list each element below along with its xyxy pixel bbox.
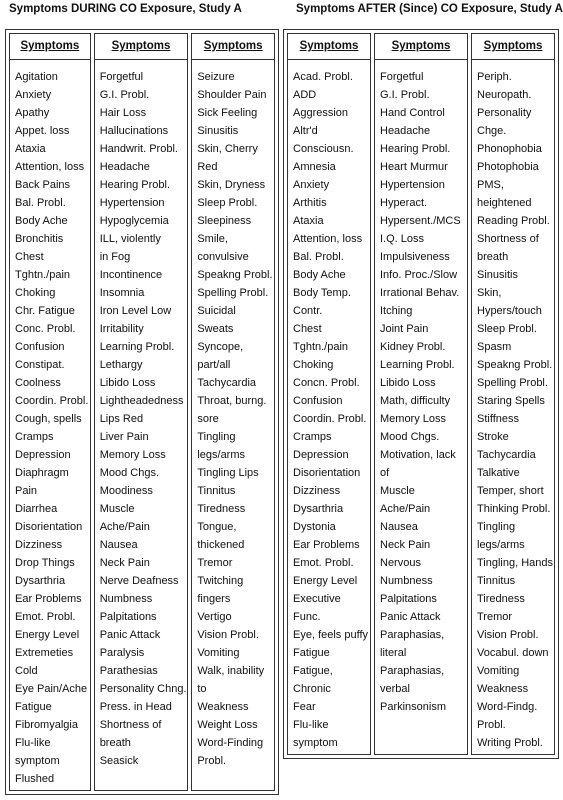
symptom-cell: Thinking Probl. (477, 503, 551, 515)
symptom-cell: Neck Pain (380, 539, 431, 551)
column-body (10, 60, 90, 790)
symptom-cell: Acad. Probl. (293, 71, 353, 83)
symptom-cell: Emot. Probl. (293, 557, 354, 569)
symptom-cell: sore (197, 413, 219, 425)
symptom-cell: Math, difficulty (380, 395, 451, 407)
symptom-cell: Paralysis (99, 647, 145, 659)
symptom-cell: Depression (15, 449, 71, 461)
symptom-cell: Hypertension (99, 197, 165, 209)
symptom-cell: Disorientation (293, 467, 361, 479)
symptom-cell: in Fog (99, 251, 131, 263)
symptom-cell: Consciousn. (293, 143, 354, 155)
symptom-cell: Temper, short (477, 485, 544, 497)
symptom-cell: symptom (15, 755, 60, 767)
column-body (472, 60, 554, 754)
symptom-cell: Tingling, Hands (477, 557, 554, 569)
table-after (283, 29, 559, 759)
symptom-cell: Spelling Probl. (477, 377, 548, 389)
column-header: Symptoms (95, 34, 188, 60)
symptom-cell: Skin, Dryness (197, 179, 266, 191)
symptom-cell: Confusion (15, 341, 65, 353)
symptom-cell: Tingling (197, 431, 236, 443)
symptom-cell: Func. (293, 611, 321, 623)
symptom-cell: Headache (380, 125, 431, 137)
symptom-cell: Coolness (15, 377, 61, 389)
symptom-cell: Altr'd (293, 125, 318, 137)
symptom-cell: Stiffness (477, 413, 519, 425)
symptom-cell: Body Ache (15, 215, 68, 227)
symptom-cell: Concn. Probl. (293, 377, 360, 389)
column-body (95, 60, 188, 790)
symptom-cell: Cold (15, 665, 38, 677)
symptom-cell: Vocabul. down (477, 647, 549, 659)
symptom-cell: Muscle (99, 503, 135, 515)
symptom-cell: Bronchitis (15, 233, 64, 245)
symptom-cell: Irrational Behav. (380, 287, 460, 299)
symptom-cell: Attention, loss (15, 161, 85, 173)
symptom-cell: Sinusitis (197, 125, 239, 137)
symptom-cell: Nausea (99, 539, 138, 551)
symptom-cell: Nerve Deafness (99, 575, 179, 587)
symptom-cell: Chest (293, 323, 322, 335)
symptom-cell: Muscle (380, 485, 415, 497)
symptom-cell: Probl. (477, 719, 506, 731)
symptom-cell: Diaphragm (15, 467, 69, 479)
symptom-cell: G.I. Probl. (99, 89, 150, 101)
symptom-cell: Fibromyalgia (15, 719, 78, 731)
symptom-cell: Body Ache (293, 269, 346, 281)
symptom-cell: Tachycardia (197, 377, 257, 389)
symptom-cell: Agitation (15, 71, 58, 83)
symptom-cell: Periph. (477, 71, 512, 83)
symptom-cell: Vision Probl. (477, 629, 539, 641)
symptom-cell: Heart Murmur (380, 161, 448, 173)
symptom-cell: Vision Probl. (197, 629, 259, 641)
symptom-cell: Coordin. Probl. (15, 395, 89, 407)
symptom-cell: Anxiety (293, 179, 330, 191)
symptom-cell: Drop Things (15, 557, 75, 569)
symptom-cell: Energy Level (293, 575, 358, 587)
symptom-cell: Press. in Head (99, 701, 172, 713)
symptom-cell: Emot. Probl. (15, 611, 76, 623)
column-body (288, 60, 370, 754)
symptom-cell: Libido Loss (380, 377, 436, 389)
symptom-cell: Aggression (293, 107, 349, 119)
symptom-cell: Word-Finding (197, 737, 264, 749)
symptom-cell: Choking (15, 287, 56, 299)
symptom-cell: Flushed (15, 773, 55, 785)
symptom-cell: Headache (99, 161, 150, 173)
symptom-cell: Hypers/touch (477, 305, 542, 317)
symptom-cell: Chest (15, 251, 44, 263)
symptom-cell: of (380, 467, 390, 479)
symptom-cell: Lips Red (99, 413, 144, 425)
symptom-cell: Ataxia (293, 215, 324, 227)
column-body (192, 60, 274, 790)
symptom-cell: Sleep Probl. (477, 323, 537, 335)
symptom-cell: Tinnitus (477, 575, 516, 587)
symptom-cell: Tremor (197, 557, 233, 569)
symptom-cell: Attention, loss (293, 233, 363, 245)
symptom-cell: Executive (293, 593, 341, 605)
symptom-cell: Disorientation (15, 521, 83, 533)
symptom-cell: PMS, (477, 179, 504, 191)
symptom-cell: Paraphasias, (380, 665, 445, 677)
symptom-cell: Liver Pain (99, 431, 149, 443)
symptom-cell: Hearing Probl. (99, 179, 171, 191)
symptom-cell: Mood Chgs. (380, 431, 440, 443)
symptom-cell: Ataxia (15, 143, 46, 155)
symptom-cell: Irritability (99, 323, 144, 335)
symptom-cell: Spelling Probl. (197, 287, 269, 299)
symptom-cell: Tingling Lips (197, 467, 259, 479)
symptom-cell: Eye Pain/Ache (15, 683, 88, 695)
symptom-cell: Contr. (293, 305, 323, 317)
symptom-cell: Learning Probl. (99, 341, 175, 353)
symptom-cell: Constipat. (15, 359, 65, 371)
symptom-cell: Seasick (99, 755, 139, 767)
symptom-cell: Libido Loss (99, 377, 156, 389)
symptom-cell: Hearing Probl. (380, 143, 451, 155)
symptom-cell: Suicidal (197, 305, 236, 317)
symptom-cell: Flu-like (293, 719, 329, 731)
symptom-cell: Shortness of (477, 233, 539, 245)
symptom-cell: Sleep Probl. (197, 197, 258, 209)
symptom-cell: Ache/Pain (380, 503, 431, 515)
symptom-cell: Itching (380, 305, 413, 317)
symptom-cell: ILL, violently (99, 233, 161, 245)
symptom-cell: symptom (293, 737, 338, 749)
symptom-cell: Stroke (477, 431, 509, 443)
symptom-cell: legs/arms (477, 539, 525, 551)
symptom-cell: Info. Proc./Slow (380, 269, 458, 281)
symptom-cell: Joint Pain (380, 323, 429, 335)
symptom-cell: Writing Probl. (477, 737, 543, 749)
symptom-cell: Panic Attack (380, 611, 441, 623)
symptom-cell: Anxiety (15, 89, 52, 101)
symptom-cell: Tghtn./pain (293, 341, 349, 353)
symptom-cell: legs/arms (197, 449, 246, 461)
symptom-cell: I.Q. Loss (380, 233, 425, 245)
symptom-cell: Personality Chng. (99, 683, 187, 695)
symptom-cell: Twitching (197, 575, 244, 587)
symptom-cell: Hair Loss (99, 107, 147, 119)
symptom-cell: Appet. loss (15, 125, 70, 137)
column-during-1 (9, 33, 91, 791)
symptom-cell: Vertigo (197, 611, 232, 623)
column-during-2 (94, 33, 189, 791)
symptom-cell: literal (380, 647, 407, 659)
symptom-cell: Vomiting (197, 647, 240, 659)
symptom-cell: G.I. Probl. (380, 89, 430, 101)
symptom-cell: Diarrhea (15, 503, 58, 515)
symptom-cell: Red (197, 161, 218, 173)
title-during: Symptoms DURING CO Exposure, Study A (9, 3, 242, 15)
symptom-cell: Weakness (477, 683, 529, 695)
symptom-cell: breath (477, 251, 509, 263)
symptom-cell: Dizziness (293, 485, 341, 497)
symptom-cell: Tachycardia (477, 449, 536, 461)
symptom-cell: Fatigue, (293, 665, 333, 677)
symptom-cell: Hypersent./MCS (380, 215, 461, 227)
symptom-cell: Weight Loss (197, 719, 258, 731)
symptom-cell: Mood Chgs. (99, 467, 159, 479)
symptom-cell: Numbness (380, 575, 433, 587)
symptom-cell: Memory Loss (99, 449, 166, 461)
symptom-cell: verbal (380, 683, 410, 695)
symptom-cell: Dizziness (15, 539, 63, 551)
symptom-cell: Parathesias (99, 665, 158, 677)
symptom-cell: Weakness (197, 701, 249, 713)
symptom-cell: Pain (15, 485, 38, 497)
symptom-cell: Paraphasias, (380, 629, 445, 641)
symptom-cell: Nervous (380, 557, 421, 569)
symptom-cell: Hypertension (380, 179, 445, 191)
symptom-cell: Memory Loss (380, 413, 447, 425)
symptom-cell: Syncope, (197, 341, 244, 353)
symptom-cell: Coordin. Probl. (293, 413, 367, 425)
symptom-cell: Cough, spells (15, 413, 82, 425)
symptom-cell: Tiredness (197, 503, 246, 515)
symptom-cell: Parkinsonism (380, 701, 447, 713)
symptom-cell: Fatigue (15, 701, 52, 713)
symptom-cell: Extremeties (15, 647, 74, 659)
symptom-cell: Chge. (477, 125, 507, 137)
symptom-cell: Numbness (99, 593, 153, 605)
symptom-cell: Dysarthria (15, 575, 66, 587)
symptom-cell: Conc. Probl. (15, 323, 76, 335)
column-after-2 (374, 33, 468, 755)
symptom-cell: Chronic (293, 683, 331, 695)
symptom-cell: Probl. (197, 755, 227, 767)
symptom-cell: Word-Findg. (477, 701, 538, 713)
symptom-cell: Apathy (15, 107, 50, 119)
column-header: Symptoms (288, 34, 370, 60)
symptom-cell: Tiredness (477, 593, 525, 605)
symptom-cell: Cramps (15, 431, 54, 443)
symptom-cell: Seizure (197, 71, 235, 83)
symptom-cell: Tghtn./pain (15, 269, 71, 281)
symptom-cell: Insomnia (99, 287, 145, 299)
symptom-cell: Walk, inability (197, 665, 265, 677)
symptom-cell: Fatigue (293, 647, 330, 659)
symptom-cell: Lethargy (99, 359, 143, 371)
symptom-cell: Body Temp. (293, 287, 351, 299)
symptom-cell: Shortness of (99, 719, 162, 731)
symptom-cell: Speakng Probl. (197, 269, 273, 281)
title-after: Symptoms AFTER (Since) CO Exposure, Study A (296, 3, 563, 15)
symptom-cell: Motivation, lack (380, 449, 456, 461)
symptom-cell: Flu-like (15, 737, 51, 749)
symptom-cell: Sinusitis (477, 269, 518, 281)
symptom-cell: Speakng Probl. (477, 359, 553, 371)
symptom-cell: thickened (197, 539, 245, 551)
symptom-cell: Panic Attack (99, 629, 161, 641)
symptom-cell: Ache/Pain (99, 521, 150, 533)
symptom-cell: Vomiting (477, 665, 520, 677)
symptom-cell: Depression (293, 449, 349, 461)
symptom-cell: Tongue, (197, 521, 237, 533)
symptom-cell: Handwrit. Probl. (99, 143, 178, 155)
symptom-cell: Choking (293, 359, 334, 371)
symptom-cell: Chr. Fatigue (15, 305, 75, 317)
symptom-cell: Neck Pain (99, 557, 150, 569)
symptom-cell: Neuropath. (477, 89, 532, 101)
symptom-cell: Back Pains (15, 179, 71, 191)
symptom-cell: Tingling (477, 521, 516, 533)
symptom-cell: Bal. Probl. (293, 251, 344, 263)
symptom-cell: Hypoglycemia (99, 215, 169, 227)
symptom-cell: Throat, burng. (197, 395, 267, 407)
symptom-cell: Hallucinations (99, 125, 169, 137)
symptom-cell: Energy Level (15, 629, 80, 641)
symptom-cell: Forgetful (380, 71, 424, 83)
symptom-cell: Photophobia (477, 161, 539, 173)
symptom-cell: Ear Problems (293, 539, 360, 551)
symptom-cell: Iron Level Low (99, 305, 172, 317)
symptom-cell: part/all (197, 359, 231, 371)
symptom-cell: Staring Spells (477, 395, 545, 407)
symptom-cell: Palpitations (380, 593, 437, 605)
symptom-cell: Talkative (477, 467, 520, 479)
symptom-cell: Skin, (477, 287, 502, 299)
symptom-cell: Sick Feeling (197, 107, 258, 119)
symptom-cell: Sweats (197, 323, 234, 335)
symptom-cell: ADD (293, 89, 317, 101)
column-body (375, 60, 467, 754)
symptom-cell: heightened (477, 197, 532, 209)
symptom-cell: Hyperact. (380, 197, 428, 209)
symptom-cell: Dysarthria (293, 503, 344, 515)
symptom-cell: Amnesia (293, 161, 336, 173)
symptom-cell: Confusion (293, 395, 343, 407)
symptom-cell: Lightheadedness (99, 395, 184, 407)
column-header: Symptoms (375, 34, 467, 60)
column-during-3 (191, 33, 275, 791)
symptom-cell: to (197, 683, 207, 695)
symptom-cell: Kidney Probl. (380, 341, 446, 353)
symptom-cell: Bal. Probl. (15, 197, 66, 209)
symptom-cell: Spasm (477, 341, 512, 353)
symptom-cell: Ear Problems (15, 593, 82, 605)
symptom-cell: Smile, (197, 233, 228, 245)
column-after-1 (287, 33, 371, 755)
symptom-cell: Sleepiness (197, 215, 252, 227)
symptom-cell: Impulsiveness (380, 251, 450, 263)
symptom-cell: convulsive (197, 251, 249, 263)
symptom-cell: Nausea (380, 521, 418, 533)
symptom-cell: Palpitations (99, 611, 157, 623)
column-header: Symptoms (10, 34, 90, 60)
symptom-cell: Tinnitus (197, 485, 236, 497)
symptom-cell: Eye, feels puffy (293, 629, 369, 641)
column-header: Symptoms (472, 34, 554, 60)
symptom-cell: Arthitis (293, 197, 327, 209)
symptom-cell: Shoulder Pain (197, 89, 267, 101)
symptom-cell: Moodiness (99, 485, 153, 497)
column-after-3 (471, 33, 555, 755)
table-during (5, 29, 279, 795)
symptom-cell: Phonophobia (477, 143, 542, 155)
symptom-cell: breath (99, 737, 131, 749)
symptom-cell: Forgetful (99, 71, 144, 83)
symptom-cell: Reading Probl. (477, 215, 550, 227)
symptom-cell: Dystonia (293, 521, 336, 533)
symptom-cell: Fear (293, 701, 316, 713)
column-header: Symptoms (192, 34, 274, 60)
symptom-cell: Cramps (293, 431, 332, 443)
symptom-cell: Tremor (477, 611, 513, 623)
symptom-cell: Learning Probl. (380, 359, 455, 371)
symptom-cell: fingers (197, 593, 231, 605)
symptom-cell: Skin, Cherry (197, 143, 258, 155)
symptom-cell: Hand Control (380, 107, 445, 119)
symptom-cell: Personality (477, 107, 532, 119)
symptom-cell: Incontinence (99, 269, 163, 281)
